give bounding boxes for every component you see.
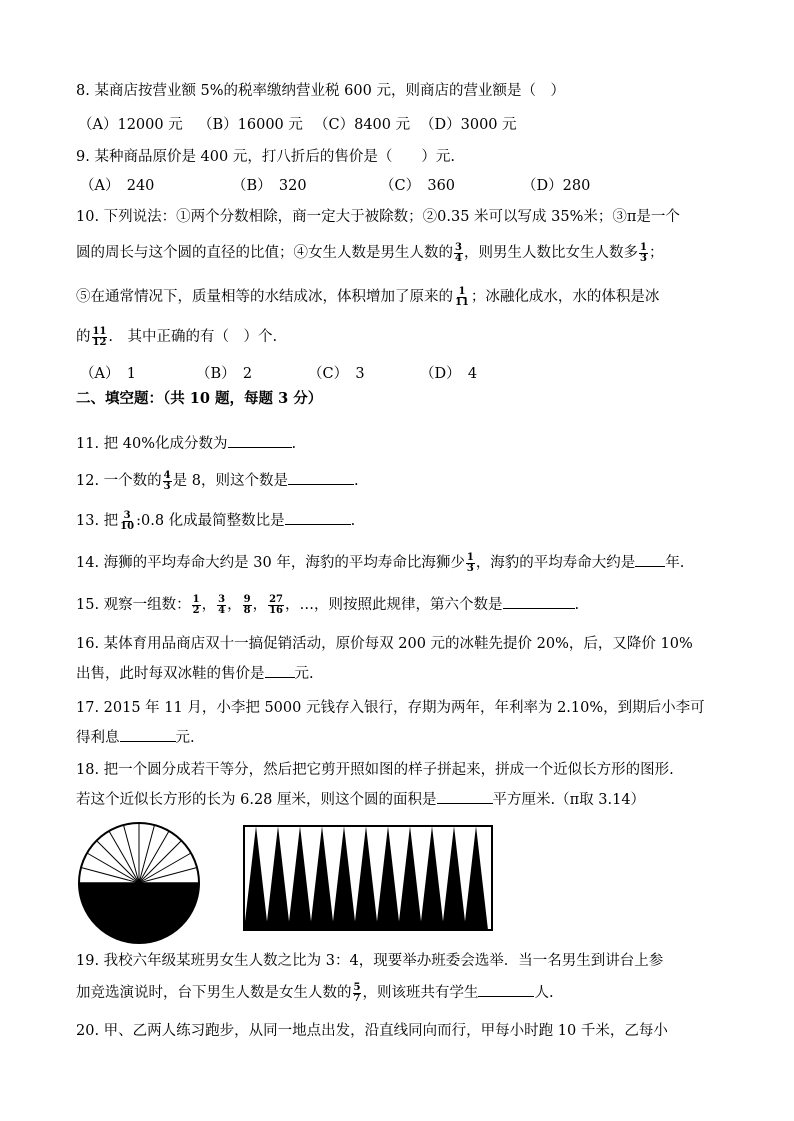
question-17-line-2: 得利息 元. bbox=[76, 727, 734, 749]
question-16-line-1: 16. 某体育用品商店双十一搞促销活动，原价每双 200 元的冰鞋先提价 20%，后，又降价 10% bbox=[76, 636, 693, 652]
question-15: 15. 观察一组数： $\frac{1}{2}$ ， $\frac{3}{4}$ ， $\frac{9}{8}$ ， $\frac{27}{16}$ ，…，则按照此规律，第六个数是 . bbox=[76, 593, 580, 616]
question-19-line-2: 加竞选演说时，台下男生人数是女生人数的 $\frac{5}{7}$ ，则该班共有学生 人. bbox=[76, 981, 554, 1004]
q9-option-b: （B） 320 bbox=[232, 178, 307, 194]
fraction: $\frac{11}{12}$ bbox=[92, 325, 107, 348]
question-10-line-2: 圆的周长与这个圆的直径的比值；④女生人数是男生人数的 $\frac{3}{4}$ ，则男生人数比女生人数多 $\frac{1}{3}$ ； bbox=[76, 241, 664, 264]
question-8: 8. 某商店按营业额 5%的税率缴纳营业税 600 元，则商店的营业额是（ ） bbox=[76, 83, 565, 99]
fraction: $\frac{1}{2}$ bbox=[192, 593, 200, 616]
answer-blank[interactable] bbox=[285, 510, 351, 525]
question-17-line-1: 17. 2015 年 11 月，小李把 5000 元钱存入银行，存期为两年，年利率为 2.10%，到期后小李可 bbox=[76, 700, 705, 716]
q8-option-b: （B）16000 元 bbox=[198, 117, 303, 133]
question-10-line-1: 10. 下列说法：①两个分数相除，商一定大于被除数；②0.35 米可以写成 35%米；③π是一个 bbox=[76, 209, 680, 225]
section-2-title: 二、填空题：（共 10 题，每题 3 分） bbox=[76, 390, 323, 407]
question-11: 11. 把 40%化成分数为 . bbox=[76, 433, 734, 455]
q9-option-d: （D）280 bbox=[522, 178, 591, 194]
approximate-rectangle-figure bbox=[243, 825, 493, 931]
q10-option-c: （C） 3 bbox=[308, 366, 365, 382]
fraction: $\frac{1}{3}$ bbox=[639, 241, 647, 264]
answer-blank[interactable] bbox=[635, 552, 665, 567]
divided-circle-figure bbox=[76, 820, 202, 946]
question-18-line-1: 18. 把一个圆分成若干等分，然后把它剪开照如图的样子拼起来，拼成一个近似长方形的图形. bbox=[76, 762, 674, 778]
question-16-line-2: 出售，此时每双冰鞋的售价是 元. bbox=[76, 663, 734, 685]
answer-blank[interactable] bbox=[120, 727, 176, 742]
answer-blank[interactable] bbox=[503, 594, 575, 609]
q8-option-a: （A）12000 元 bbox=[78, 117, 183, 133]
answer-blank[interactable] bbox=[478, 982, 534, 997]
question-13: 13. 把 $\frac{3}{10}$ :0.8 化成最简整数比是 . bbox=[76, 509, 356, 532]
q10-option-d: （D） 4 bbox=[420, 366, 478, 382]
fraction: $\frac{1}{3}$ bbox=[466, 551, 474, 574]
question-14: 14. 海狮的平均寿命大约是 30 年，海豹的平均寿命比海狮少 $\frac{1}{3}$ ，海豹的平均寿命大约是 年. bbox=[76, 551, 685, 574]
answer-blank[interactable] bbox=[265, 663, 295, 678]
q8-option-d: （D）3000 元 bbox=[420, 117, 517, 133]
question-18-line-2: 若这个近似长方形的长为 6.28 厘米，则这个圆的面积是 平方厘米.（π取 3.14） bbox=[76, 789, 734, 811]
question-10-line-3: ⑤在通常情况下，质量相等的水结成冰，体积增加了原来的 $\frac{1}{11}$ ；冰融化成水，水的体积是冰 bbox=[76, 285, 660, 308]
q10-option-a: （A） 1 bbox=[80, 366, 136, 382]
question-19-line-1: 19. 我校六年级某班男女生人数之比为 3：4，现要举办班委会选举．当一名男生到讲台上参 bbox=[76, 953, 664, 969]
q9-option-a: （A） 240 bbox=[80, 178, 155, 194]
fraction: $\frac{4}{3}$ bbox=[163, 469, 171, 492]
q9-option-c: （C） 360 bbox=[380, 178, 456, 194]
question-20-line-1: 20. 甲、乙两人练习跑步，从同一地点出发，沿直线同向而行，甲每小时跑 10 千米，乙每小 bbox=[76, 1023, 668, 1039]
fraction: $\frac{3}{4}$ bbox=[218, 593, 226, 616]
answer-blank[interactable] bbox=[437, 789, 493, 804]
question-9: 9. 某种商品原价是 400 元，打八折后的售价是（ ）元. bbox=[76, 149, 455, 165]
question-10-line-4: 的 $\frac{11}{12}$ . 其中正确的有（ ）个. bbox=[76, 325, 278, 348]
fraction: $\frac{3}{4}$ bbox=[455, 241, 462, 264]
fraction: $\frac{3}{10}$ bbox=[120, 509, 135, 532]
answer-blank[interactable] bbox=[288, 470, 354, 485]
q10-option-b: （B） 2 bbox=[196, 366, 253, 382]
q8-option-c: （C）8400 元 bbox=[314, 117, 411, 133]
answer-blank[interactable] bbox=[228, 433, 292, 448]
fraction: $\frac{9}{8}$ bbox=[243, 593, 251, 616]
question-12: 12. 一个数的 $\frac{4}{3}$ 是 8，则这个数是 . bbox=[76, 469, 359, 492]
fraction: $\frac{1}{11}$ bbox=[455, 285, 469, 308]
fraction: $\frac{27}{16}$ bbox=[269, 593, 283, 616]
fraction: $\frac{5}{7}$ bbox=[353, 981, 361, 1004]
